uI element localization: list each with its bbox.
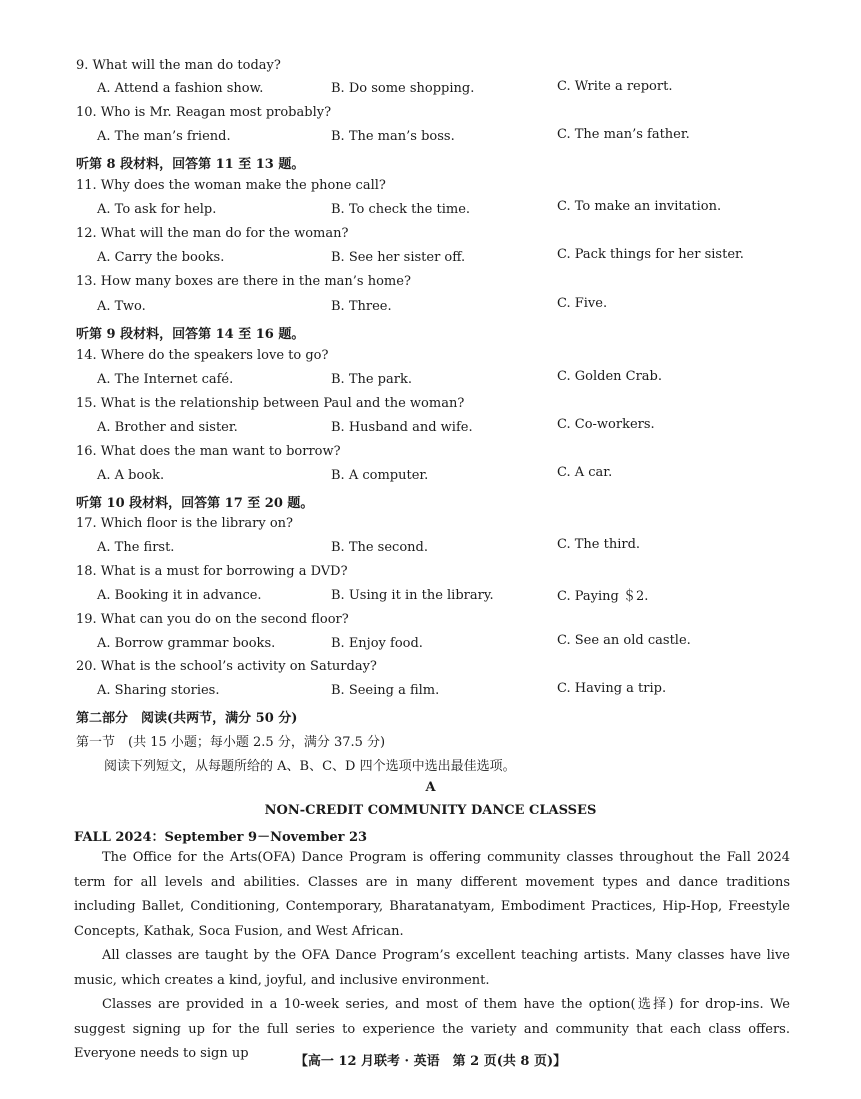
- paragraph-1: The Office for the Arts(OFA) Dance Program is offering community classes throughout the Fall 2024 term for all levels and abilities. Classes are in many different movement types and dance traditions including Ballet, Conditioning, Contemporary, Bharatanatyam, Embodiment Practices, Hip-Hop, Freestyle Concepts, Kathak, Soca Fusion, and West African.: [74, 850, 790, 939]
- q15-option-b: B. Husband and wife.: [331, 420, 473, 435]
- q14-option-a: A. The Internet café.: [97, 372, 234, 387]
- q10-option-a: A. The man’s friend.: [97, 129, 231, 144]
- q18-option-a: A. Booking it in advance.: [97, 588, 262, 603]
- reading-instruction: 阅读下列短文，从每题所给的 A、B、C、D 四个选项中选出最佳选项。: [104, 759, 516, 774]
- q12-option-a: A. Carry the books.: [97, 250, 225, 265]
- q19-option-b: B. Enjoy food.: [331, 636, 423, 651]
- q16-option-b: B. A computer.: [331, 468, 429, 483]
- q9-option-a: A. Attend a fashion show.: [97, 81, 264, 96]
- question-11: 11. Why does the woman make the phone call?: [76, 178, 386, 193]
- section-heading-8: 听第 8 段材料，回答第 11 至 13 题。: [76, 157, 305, 172]
- question-12: 12. What will the man do for the woman?: [76, 226, 349, 241]
- section-heading-10: 听第 10 段材料，回答第 17 至 20 题。: [76, 496, 314, 511]
- q12-option-c: C. Pack things for her sister.: [557, 247, 744, 262]
- question-17: 17. Which floor is the library on?: [76, 516, 294, 531]
- q15-option-c: C. Co-workers.: [557, 417, 655, 432]
- q9-option-b: B. Do some shopping.: [331, 81, 475, 96]
- question-13: 13. How many boxes are there in the man’s home?: [76, 274, 411, 289]
- q10-option-c: C. The man’s father.: [557, 127, 690, 142]
- q11-option-c: C. To make an invitation.: [557, 199, 722, 214]
- section-heading-9: 听第 9 段材料，回答第 14 至 16 题。: [76, 327, 305, 342]
- q14-option-c: C. Golden Crab.: [557, 369, 663, 384]
- q20-option-c: C. Having a trip.: [557, 681, 667, 696]
- q14-option-b: B. The park.: [331, 372, 412, 387]
- page-footer: 【高一 12 月联考 · 英语 第 2 页(共 8 页)】: [294, 1054, 567, 1069]
- q15-option-a: A. Brother and sister.: [97, 420, 238, 435]
- q19-option-c: C. See an old castle.: [557, 633, 691, 648]
- q13-option-a: A. Two.: [97, 299, 146, 314]
- q11-option-a: A. To ask for help.: [97, 202, 217, 217]
- q19-option-a: A. Borrow grammar books.: [97, 636, 276, 651]
- paragraph-3: Classes are provided in a 10-week series, and most of them have the option(选择) for drop-ins. We suggest signing up for the full series to experience the variety and community that each class offers. Everyone needs to sign up: [74, 997, 790, 1061]
- question-20: 20. What is the school’s activity on Saturday?: [76, 659, 377, 674]
- q12-option-b: B. See her sister off.: [331, 250, 466, 265]
- question-9: 9. What will the man do today?: [76, 58, 281, 73]
- term-dates: FALL 2024：September 9－November 23: [74, 830, 368, 845]
- passage-title: NON-CREDIT COMMUNITY DANCE CLASSES: [264, 803, 597, 818]
- passage-letter: A: [425, 780, 436, 795]
- q18-option-c: C. Paying ＄2.: [557, 589, 649, 604]
- q11-option-b: B. To check the time.: [331, 202, 471, 217]
- q20-option-b: B. Seeing a film.: [331, 683, 440, 698]
- q13-option-b: B. Three.: [331, 299, 392, 314]
- question-10: 10. Who is Mr. Reagan most probably?: [76, 105, 332, 120]
- question-15: 15. What is the relationship between Paul and the woman?: [76, 396, 465, 411]
- question-14: 14. Where do the speakers love to go?: [76, 348, 329, 363]
- q17-option-c: C. The third.: [557, 537, 641, 552]
- q16-option-a: A. A book.: [97, 468, 165, 483]
- paragraph-2: All classes are taught by the OFA Dance Program’s excellent teaching artists. Many classes have live music, which creates a kind, joyful, and inclusive environment.: [74, 948, 790, 988]
- q13-option-c: C. Five.: [557, 296, 608, 311]
- q17-option-b: B. The second.: [331, 540, 428, 555]
- question-16: 16. What does the man want to borrow?: [76, 444, 341, 459]
- q10-option-b: B. The man’s boss.: [331, 129, 455, 144]
- q16-option-c: C. A car.: [557, 465, 613, 480]
- q17-option-a: A. The first.: [97, 540, 175, 555]
- part-two-heading: 第二部分 阅读(共两节，满分 50 分): [76, 711, 298, 726]
- q20-option-a: A. Sharing stories.: [97, 683, 220, 698]
- q9-option-c: C. Write a report.: [557, 79, 673, 94]
- question-19: 19. What can you do on the second floor?: [76, 612, 349, 627]
- q18-option-b: B. Using it in the library.: [331, 588, 494, 603]
- section-one-heading: 第一节 (共 15 小题；每小题 2.5 分，满分 37.5 分): [76, 735, 386, 750]
- question-18: 18. What is a must for borrowing a DVD?: [76, 564, 348, 579]
